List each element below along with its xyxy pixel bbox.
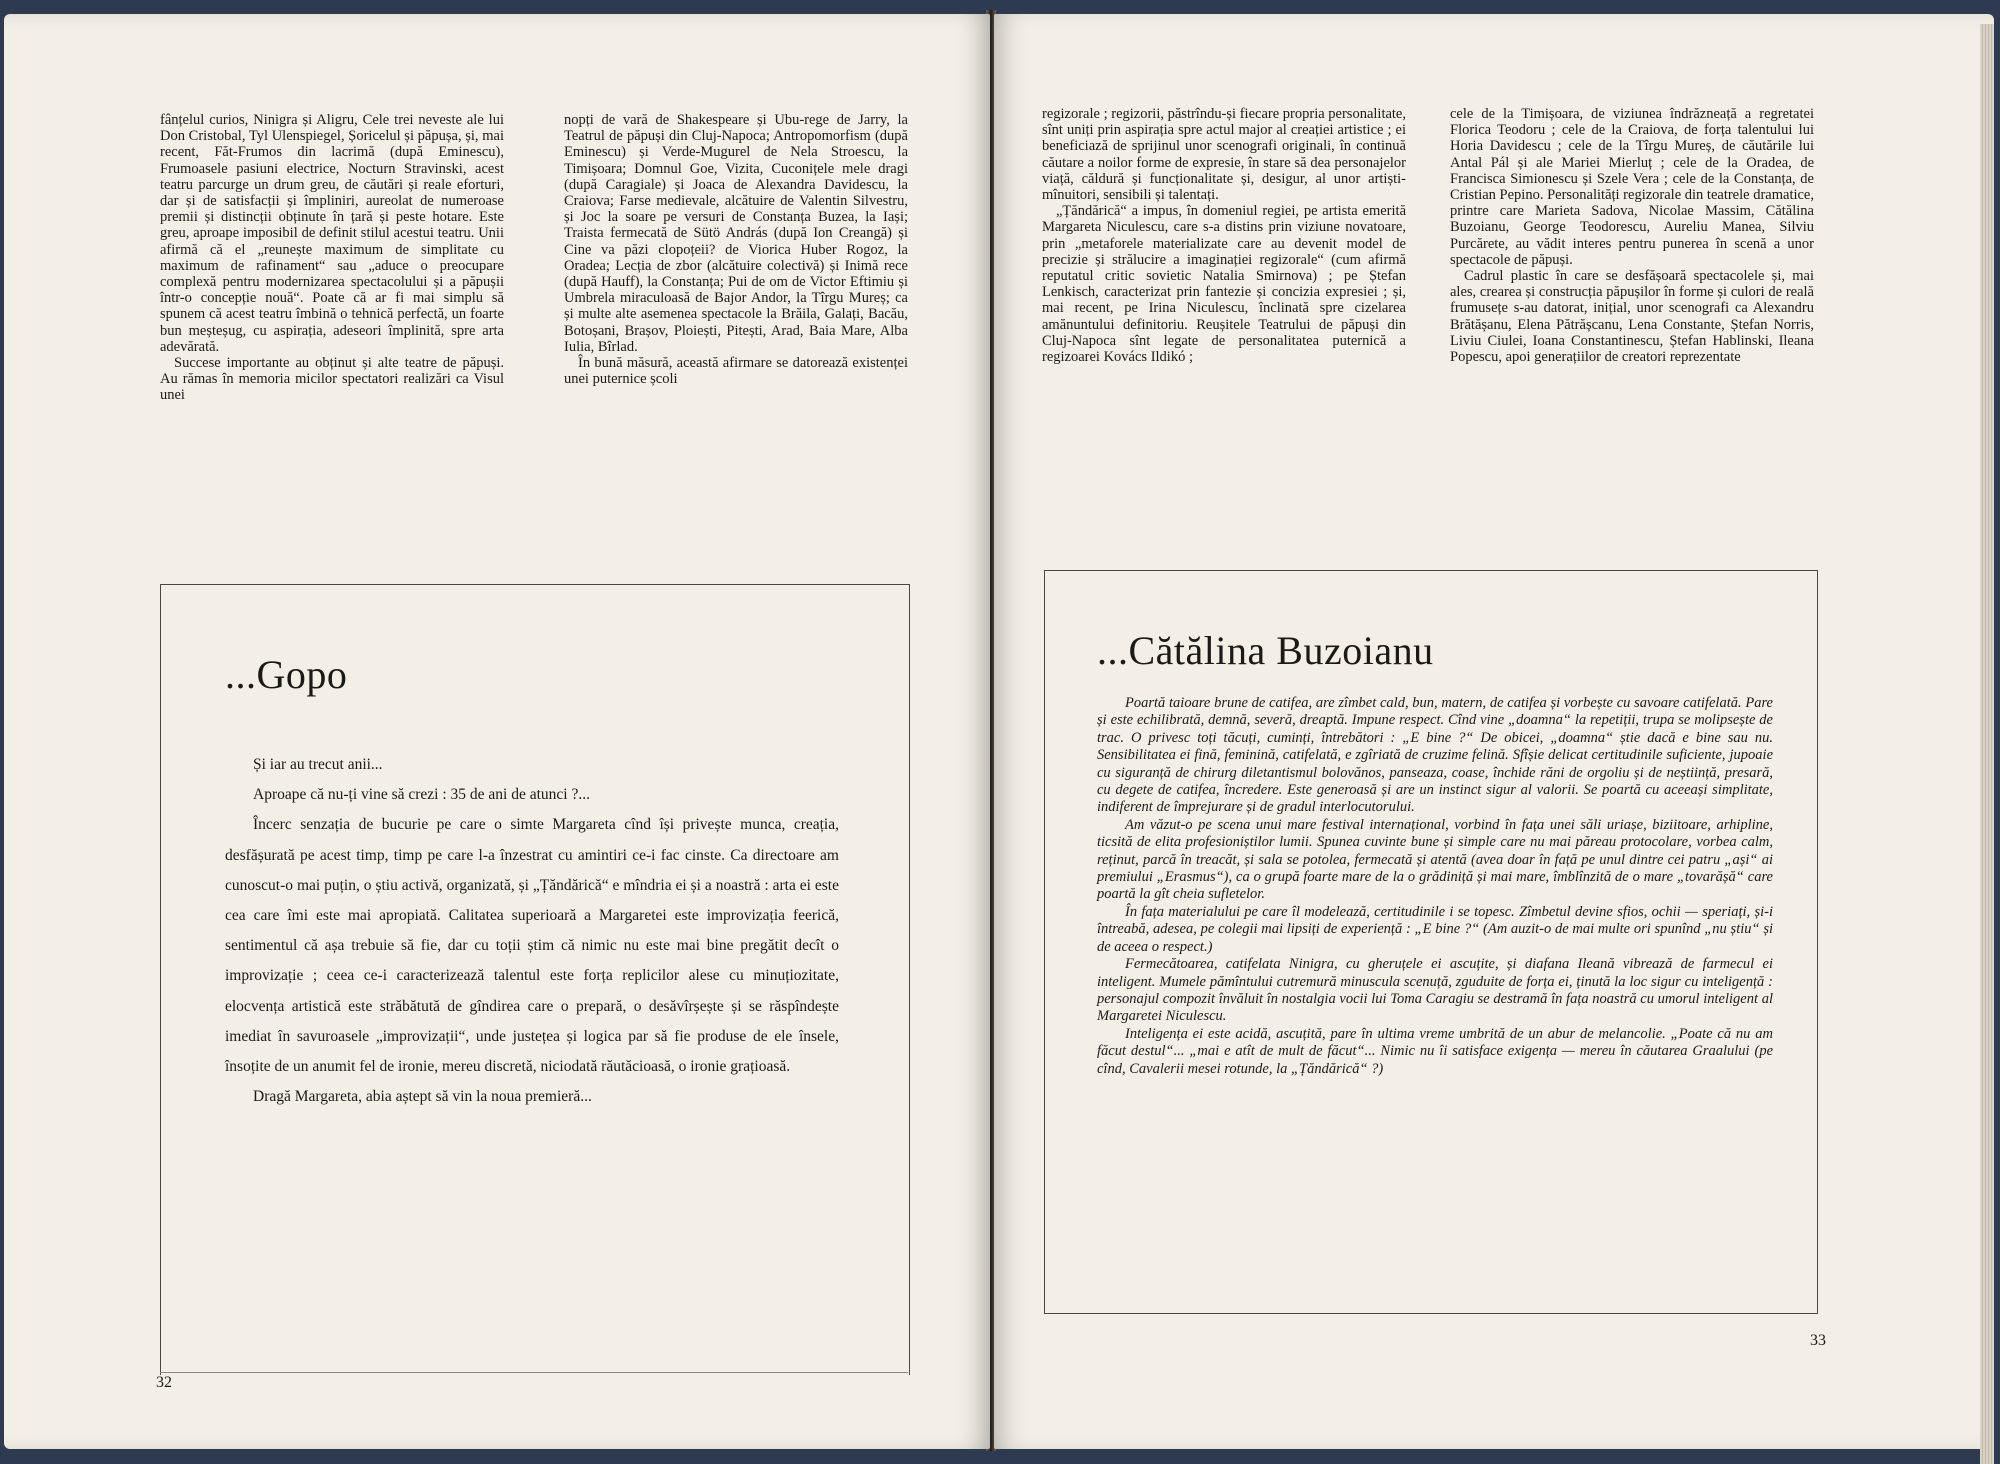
right-page <box>994 14 1994 1449</box>
box-bottom-rule <box>160 1372 908 1373</box>
page-number: 33 <box>1810 1332 1826 1349</box>
paragraph: fânțelul curios, Ninigra și Aligru, Cele trei neveste ale lui Don Cristobal, Tyl Ulenspiegel, Șoricelul și păpușa, și, mai recent, Făt-Frumos din lacrimă (după Eminescu), Frumoasele pasiuni electrice, Nocturn Stravinski, acest teatru parcurge un drum greu, de căutări și reale eforturi, dar și de satisfacții și împliniri, aureolat de numeroase premii și distincții obținute în țară și peste hotare. Este greu, aproape imposibil de definit stilul acestui teatru. Unii afirmă că el „reunește maximum de simplitate cu maximum de rafinament“ sau „aduce o preocupare complexă pentru modernizarea spectacolului și a păpușii într-o concepție nouă“. Poate că ar fi mai simplu să spunem că acest teatru îmbină o tehnică perfectă, un foarte bun meșteșug, cu aspirația, adeseori împlinită, spre arta adevărată. <box>160 112 504 355</box>
box-title: ...Gopo <box>225 652 348 697</box>
gopo-text <box>225 750 839 1112</box>
paragraph: nopți de vară de Shakespeare și Ubu-rege de Jarry, la Teatrul de păpuși din Cluj-Napoca; Antropomorfism (după Eminescu) și Verde-Mugurel de Nela Stroescu, la Timișoara; Domnul Goe, Vizita, Cuconițele mele dragi (după Caragiale) și Joaca de Alexandra Davidescu, la Craiova; Farse medievale, alcătuire de Valentin Silvestru, și Joc la soare pe versuri de Constanța Buzea, la Iași; Traista fermecată de Sütö András (după Ion Creangă) și Cine va păzi clopoțeii? de Viorica Huber Rogoz, la Oradea; Lecția de zbor (alcătuire colectivă) și Inimă rece (după Hauff), la Constanța; Pui de om de Victor Eftimiu și Umbrela miraculoasă de Bajor Andor, la Tîrgu Mureș; ca și multe alte asemenea spectacole la Brăila, Galați, Bacău, Botoșani, Brașov, Ploiești, Pitești, Arad, Baia Mare, Alba Iulia, Bîrlad. <box>564 112 908 355</box>
left-column-2 <box>564 112 908 387</box>
left-column-1 <box>160 112 504 404</box>
paragraph: regizorale ; regizorii, păstrîndu-și fiecare propria personalitate, sînt uniți prin aspirația spre actul major al creației artistice ; ei beneficiază de sprijinul unor scenografi originali, în continuă căutare a noilor forme de expresie, în stare să dea personajelor viață, căldură și funcționalitate și, desigur, al unor artiști-mînuitori, sensibili și talentați. <box>1042 106 1406 204</box>
right-column-2 <box>1450 106 1814 365</box>
paragraph: În bună măsură, această afirmare se datorează existenței unei puternice școli <box>564 355 908 388</box>
right-column-1 <box>1042 106 1406 365</box>
left-page <box>4 14 990 1449</box>
paragraph: În fața materialului pe care îl modelează, certitudinile i se topesc. Zîmbetul devine sfios, ochii — speriați, și-i întreabă, adesea, pe colegii mai lipsiți de experiență : „E bine ?“ (Am auzit-o de mai multe ori spunînd „nu știu“ și de aceea o respect.) <box>1097 903 1773 955</box>
paragraph: Aproape că nu-ți vine să crezi : 35 de ani de atunci ?... <box>253 786 590 804</box>
page-number: 32 <box>156 1374 172 1391</box>
paragraph: Fermecătoarea, catifelata Ninigra, cu gheruțele ei ascuțite, și diafana Ileană vibrează de farmecul ei inteligent. Mumele pămîntului cutremură minuscula scenuță, zguduite de forța ei, ținută la loc sigur cu inteligență : personajul compozit învăluit în nostalgia vocii lui Toma Caragiu se destramă în fața noastră cu umorul inteligent al Margaretei Niculescu. <box>1097 956 1773 1025</box>
paragraph: cele de la Timișoara, de viziunea îndrăzneață a regretatei Florica Teodoru ; cele de la Craiova, de forța talentului lui Horia Davidescu ; cele de la Tîrgu Mureș, de căutările lui Antal Pál și ale Mariei Mierluț ; cele de la Oradea, de Francisca Simionescu și Szele Vera ; cele de la Constanța, de Cristian Pepino. Personalități regizorale din teatrele dramatice, printre care Marieta Sadova, Nicolae Massim, Cătălina Buzoianu, George Teodorescu, Aureliu Manea, Silviu Purcărete, au vădit interes pentru punerea în scenă a unor spectacole de păpuși. <box>1450 106 1814 268</box>
paragraph: „Țăndărică“ a impus, în domeniul regiei, pe artista emerită Margareta Niculescu, care s-a distins prin viziune novatoare, prin „metaforele materializate care au devenit model de precizie și strălucire a imaginației regizorale“ (cum afirmă reputatul critic sovietic Natalia Smirnova) ; pe Ștefan Lenkisch, caracterizat prin fantezie și concizia expresiei ; și, mai recent, pe Irina Niculescu, înclinată spre cizelarea amănuntului definitoriu. Reușitele Teatrului de păpuși din Cluj-Napoca sînt legate de personalitatea puternică a regizoarei Kovács Ildikó ; <box>1042 203 1406 366</box>
paragraph: Dragă Margareta, abia aștept să vin la noua premieră... <box>253 1088 592 1106</box>
paragraph: Poartă taioare brune de catifea, are zîmbet cald, bun, matern, de catifea și vorbește cu savoare catifelată. Pare și este echilibrată, demnă, severă, dreaptă. Impune respect. Cînd vine „doamna“ la repetiții, trupa se molipsește de trac. O privesc toți tăcuți, cuminți, întrebători : „E bine ?“ De obicei, „doamna“ știe dacă e bine sau nu. Sensibilitatea ei fină, feminină, catifelată, e zgîriată de cruzime felină. Sfîșie delicat certitudinile suficiente, jupoaie cu siguranță de chirurg diletantismul bolovănos, panseaza, coase, închide răni de orgoliu și de neștiință, presară, cu degete de catifea, încredere. Este generoasă și are un instinct sigur al valorii. Se poartă cu aceeași simplitate, indiferent de împrejurare și de gradul interlocutorului. <box>1097 695 1773 816</box>
paragraph: Încerc senzația de bucurie pe care o simte Margareta cînd își privește munca, creația, desfășurată pe acest timp, timp pe care l-a înzestrat cu amintiri ce-i fac cinste. Ca directoare am cunoscut-o mai puțin, o știu activă, organizată, și „Țăndărică“ e mîndria ei și a noastră : arta ei este cea care îmi este mai apropiată. Calitatea superioară a Margaretei este improvizația feerică, sentimentul că așa trebuie să fie, dar cu toții știm că nimic nu este mai bine pregătit decît o improvizație ; ceea ce-i caracterizează talentul este forța replicilor alese cu minuțiozitate, elocvența artistică este străbătută de gîndirea care o prepară, o desăvîrșește și se răspîndește imediat în savuroasele „improvizații“, unde justețea și logica par să fie produse de ele însele, însoțite de un anumit fel de ironie, mereu discretă, niciodată răutăcioasă, o ironie grațioasă. <box>225 816 839 1076</box>
paragraph: Cadrul plastic în care se desfășoară spectacolele și, mai ales, crearea și construcția păpușilor în forme și culori de reală frumusețe s-au datorat, inițial, unor scenografi ca Alexandru Brătășanu, Elena Pătrășcanu, Lena Constante, Ștefan Norris, Liviu Ciulei, Ioana Constantinescu, Ștefan Hablinski, Ileana Popescu, apoi generațiilor de creatori reprezentate <box>1450 268 1814 366</box>
paragraph: Succese importante au obținut și alte teatre de păpuși. Au rămas în memoria micilor spectatori realizări ca Visul unei <box>160 355 504 404</box>
paragraph: Inteligența ei este acidă, ascuțită, pare în ultima vreme umbrită de un abur de melancolie. „Poate că nu am făcut destul“... „mai e atît de mult de făcut“... Nimic nu îi satisface exigența — mereu în căutarea Graalului (pe cînd, Cavalerii mesei rotunde, la „Țăndărică“ ?) <box>1097 1025 1773 1077</box>
page-edge <box>1980 24 1994 1464</box>
paragraph: Și iar au trecut anii... <box>253 756 383 773</box>
catalina-text <box>1097 695 1773 1078</box>
gopo-box <box>160 584 910 1375</box>
box-title: ...Cătălina Buzoianu <box>1097 628 1434 673</box>
paragraph: Am văzut-o pe scena unui mare festival internațional, vorbind în fața unei săli uriașe, biziitoare, arhipline, ticsită de elita profesioniștilor lumii. Spunea cuvinte bune și simple care nu mai păreau protocolare, vorbea calm, reținut, parcă în treacăt, și sala se potolea, fermecată și atentă (avea doar în față pe unul dintre cei patru „ași“ ai premiului „Erasmus“), ca o grupă foarte mare de la o grădiniță și mai mare, îmblînzită de o mare „tovarășă“ care poartă la gît cheia sufletelor. <box>1097 816 1773 903</box>
catalina-box <box>1044 570 1818 1314</box>
